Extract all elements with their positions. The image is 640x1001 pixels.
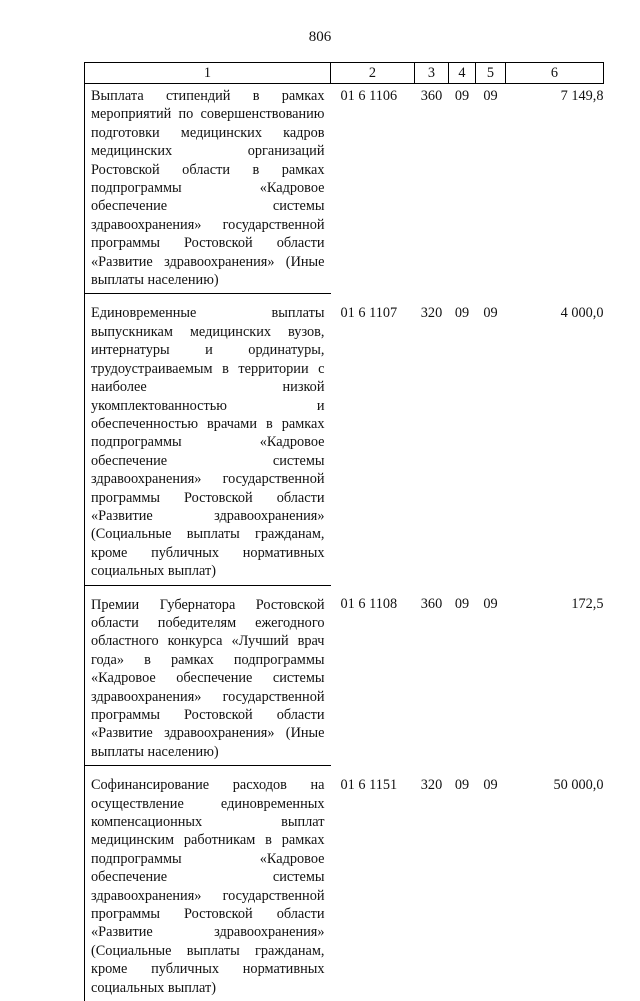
header-col-2: 2 [331, 63, 415, 84]
row-col3: 360 [415, 84, 449, 294]
row-amount: 7 149,8 [506, 84, 604, 294]
row-amount: 50 000,0 [506, 766, 604, 1001]
table-row [85, 84, 604, 294]
row-col5: 09 [476, 84, 506, 294]
header-col-4: 4 [449, 63, 476, 84]
row-col4: 09 [449, 84, 476, 294]
budget-table [84, 62, 604, 1001]
row-amount: 4 000,0 [506, 294, 604, 585]
row-col5: 09 [476, 294, 506, 585]
row-col3: 320 [415, 294, 449, 585]
row-description: Софинансирование расходов на осуществление единовременных компенсационных выплат медицинским работникам в рамках подпрограммы «Кадровое обеспечение системы здравоохранения» государственной программы Ростовской области «Развитие здравоохранения» (Социальные выплаты гражданам, кроме публичных нормативных социальных выплат) [85, 766, 331, 1001]
table-row [85, 585, 604, 766]
row-code: 01 6 1108 [331, 585, 415, 766]
table-header [85, 63, 604, 84]
table-row [85, 294, 604, 585]
row-col3: 320 [415, 766, 449, 1001]
row-col5: 09 [476, 766, 506, 1001]
row-col3: 360 [415, 585, 449, 766]
table-body [85, 84, 604, 1001]
row-description: Единовременные выплаты выпускникам медицинских вузов, интернатуры и ординатуры, трудоустраиваемым в территории с наиболее низкой укомплектованностью и обеспеченностью врачами в рамках подпрограммы «Кадровое обеспечение системы здравоохранения» государственной программы Ростовской области «Развитие здравоохранения» (Социальные выплаты гражданам, кроме публичных нормативных социальных выплат) [85, 294, 331, 585]
table-row [85, 766, 604, 1001]
row-amount: 172,5 [506, 585, 604, 766]
row-code: 01 6 1151 [331, 766, 415, 1001]
header-col-3: 3 [415, 63, 449, 84]
row-col4: 09 [449, 585, 476, 766]
row-code: 01 6 1107 [331, 294, 415, 585]
header-col-5: 5 [476, 63, 506, 84]
row-col5: 09 [476, 585, 506, 766]
row-code: 01 6 1106 [331, 84, 415, 294]
header-col-1: 1 [85, 63, 331, 84]
row-description: Премии Губернатора Ростовской области победителям ежегодного областного конкурса «Лучший врач года» в рамках подпрограммы «Кадровое обеспечение системы здравоохранения» государственной программы Ростовской области «Развитие здравоохранения» (Иные выплаты населению) [85, 585, 331, 766]
row-col4: 09 [449, 294, 476, 585]
page-number: 806 [0, 29, 640, 46]
row-col4: 09 [449, 766, 476, 1001]
header-row [85, 63, 604, 84]
row-description: Выплата стипендий в рамках мероприятий по совершенствованию подготовки медицинских кадров медицинских организаций Ростовской области в рамках подпрограммы «Кадровое обеспечение системы здравоохранения» государственной программы Ростовской области «Развитие здравоохранения» (Иные выплаты населению) [85, 84, 331, 294]
header-col-6: 6 [506, 63, 604, 84]
